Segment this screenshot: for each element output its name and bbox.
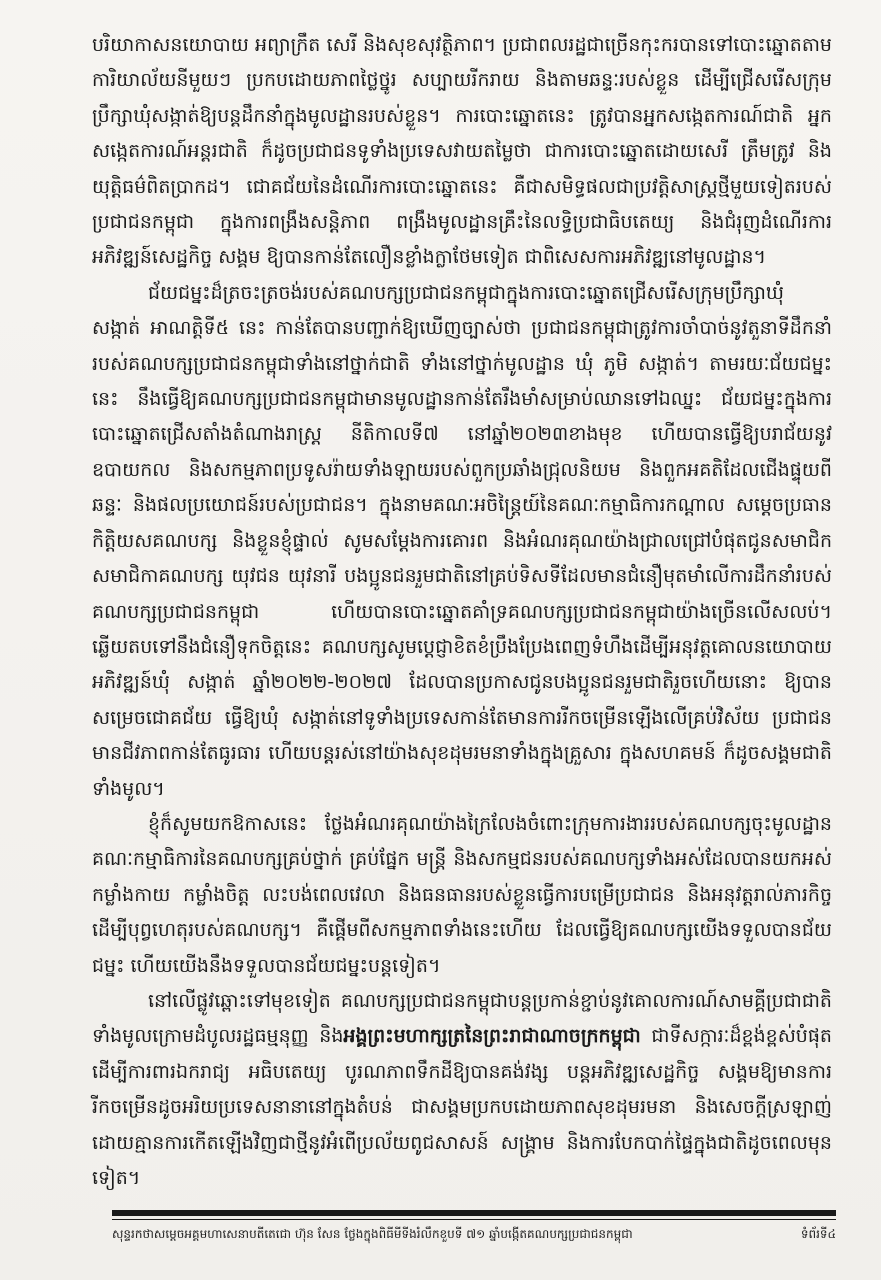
paragraph-3: ខ្ញុំក៏សូមយកឱកាសនេះ ថ្លែងអំណរគុណយ៉ាងក្រៃលែងចំពោះក្រុមការងាររបស់គណបក្សចុះមូលដ្ឋាន គណៈកម្មាធិការនៃគណបក្សគ្រប់ថ្នាក់ គ្រប់ផ្នែក មន្ត្រី និងសកម្មជនរបស់គណបក្សទាំងអស់ដែលបានយកអស់កម្លាំងកាយ កម្លាំងចិត្ត លះបង់ពេលវេលា និងធនធានរបស់ខ្លួនធ្វើការបម្រើប្រជាជន និងអនុវត្តរាល់ភារកិច្ចដើម្បីបុព្វហេតុរបស់គណបក្ស។ គឺផ្តើមពីសកម្មភាពទាំងនេះហើយ ដែលធ្វើឱ្យគណបក្សយើងទទួលបានជ័យជម្នះ ហើយយើងនឹងទទួលបានជ័យជម្នះបន្តទៀត។	[92, 812, 832, 977]
footer-rule-thick	[112, 1210, 836, 1216]
footer-rule-thin	[112, 1219, 836, 1220]
paragraph-4-emphasis: អង្គព្រះមហាក្សត្រនៃព្រះរាជាណាចក្រកម្ពុជា	[343, 1025, 641, 1048]
paragraph-1: បរិយាកាសនយោបាយ អព្យាក្រឹត សេរី និងសុខសុវត្ថិភាព។ ប្រជាពលរដ្ឋជាច្រើនកុះករបានទៅបោះឆ្នោតតាមការិយាល័យនីមួយៗ ប្រកបដោយភាពថ្លៃថ្នូរ សប្បាយរីករាយ និងតាមឆន្ទៈរបស់ខ្លួន ដើម្បីជ្រើសរើសក្រុមប្រឹក្សាឃុំសង្កាត់ឱ្យបន្តដឹកនាំក្នុងមូលដ្ឋានរបស់ខ្លួន។ ការបោះឆ្នោតនេះ ត្រូវបានអ្នកសង្កេតការណ៍ជាតិ អ្នកសង្កេតការណ៍អន្តរជាតិ ក៏ដូចប្រជាជនទូទាំងប្រទេសវាយតម្លៃថា ជាការបោះឆ្នោតដោយសេរី ត្រឹមត្រូវ និងយុត្តិធម៌ពិតប្រាកដ។ ជោគជ័យនៃដំណើរការបោះឆ្នោតនេះ គឺជាសមិទ្ធផលជាប្រវត្តិសាស្ត្រថ្មីមួយទៀតរបស់ប្រជាជនកម្ពុជា ក្នុងការពង្រឹងសន្តិភាព ពង្រឹងមូលដ្ឋានគ្រឹះនៃលទ្ធិប្រជាធិបតេយ្យ និងជំរុញដំណើរការអភិវឌ្ឍន៍សេដ្ឋកិច្ច សង្គម ឱ្យបានកាន់តែលឿនខ្លាំងក្លាថែមទៀត ជាពិសេសការអភិវឌ្ឍនៅមូលដ្ឋាន។	[92, 34, 832, 269]
footer-row	[112, 1226, 836, 1244]
footer-caption: សុន្ទរកថាសម្តេចអគ្គមហាសេនាបតីតេជោ ហ៊ុន សែន ថ្លែងក្នុងពិធីមីទីងរំលឹកខួបទី ៧១ ឆ្នាំបង្កើតគណបក្សប្រជាជនកម្ពុជា	[112, 1227, 633, 1241]
document-body	[92, 28, 832, 1196]
page-number: ទំព័រទី៤	[800, 1227, 836, 1241]
paragraph-2: ជ័យជម្នះដ៏ត្រចះត្រចង់របស់គណបក្សប្រជាជនកម្ពុជាក្នុងការបោះឆ្នោតជ្រើសរើសក្រុមប្រឹក្សាឃុំ សង្កាត់ អាណត្តិទី៥ នេះ កាន់តែបានបញ្ជាក់ឱ្យឃើញច្បាស់ថា ប្រជាជនកម្ពុជាត្រូវការចាំបាច់នូវតួនាទីដឹកនាំរបស់គណបក្សប្រជាជនកម្ពុជាទាំងនៅថ្នាក់ជាតិ ទាំងនៅថ្នាក់មូលដ្ឋាន ឃុំ ភូមិ សង្កាត់។ តាមរយៈជ័យជម្នះនេះ នឹងធ្វើឱ្យគណបក្សប្រជាជនកម្ពុជាមានមូលដ្ឋានកាន់តែរឹងមាំសម្រាប់ឈានទៅឯឈ្នះ ជ័យជម្នះក្នុងការបោះឆ្នោតជ្រើសតាំងតំណាងរាស្ត្រ នីតិកាលទី៧ នៅឆ្នាំ២០២៣ខាងមុខ ហើយបានធ្វើឱ្យបរាជ័យនូវឧបាយកល និងសកម្មភាពប្រទូសរ៉ាយទាំងឡាយរបស់ពួកប្រឆាំងជ្រុលនិយម និងពួកអគតិដែលជើងផ្ទុយពីឆន្ទៈ និងផលប្រយោជន៍របស់ប្រជាជន។ ក្នុងនាមគណៈអចិន្ត្រៃយ៍នៃគណៈកម្មាធិការកណ្តាល សម្តេចប្រធានកិត្តិយសគណបក្ស និងខ្លួនខ្ញុំផ្ទាល់ សូមសម្តែងការគោរព និងអំណរគុណយ៉ាងជ្រាលជ្រៅបំផុតជូនសមាជិក សមាជិកាគណបក្ស យុវជន យុវនារី បងប្អូនជនរួមជាតិនៅគ្រប់ទិសទីដែលមានជំនឿមុតមាំលើការដឹកនាំរបស់គណបក្សប្រជាជនកម្ពុជា ហើយបានបោះឆ្នោតគាំទ្រគណបក្សប្រជាជនកម្ពុជាយ៉ាងច្រើនលើសលប់។ ឆ្លើយតបទៅនឹងជំនឿទុកចិត្តនេះ គណបក្សសូមប្តេជ្ញាខិតខំប្រឹងប្រែងពេញទំហឹងដើម្បីអនុវត្តគោលនយោបាយអភិវឌ្ឍន៍ឃុំ សង្កាត់ ឆ្នាំ២០២២-២០២៧ ដែលបានប្រកាសជូនបងប្អូនជនរួមជាតិរួចហើយនោះ ឱ្យបានសម្រេចជោគជ័យ ធ្វើឱ្យឃុំ សង្កាត់នៅទូទាំងប្រទេសកាន់តែមានការរីកចម្រើនឡើងលើគ្រប់វិស័យ ប្រជាជនមានជីវភាពកាន់តែធូរធារ ហើយបន្តរស់នៅយ៉ាងសុខដុមរមនាទាំងក្នុងគ្រួសារ ក្នុងសហគមន៍ ក៏ដូចសង្គមជាតិទាំងមូល។	[92, 281, 832, 800]
page-footer	[112, 1210, 836, 1244]
paragraph-4-lead: នៅលើផ្លូវឆ្ពោះទៅមុខទៀត គណបក្សប្រជាជនកម្ពុជាបន្តប្រកាន់ខ្ជាប់នូវគោលការណ៍សាមគ្គីប្រជាជាតិទាំងមូលក្រោមដំបូលរដ្ឋធម្មនុញ្ញ និង	[92, 989, 832, 1048]
paragraph-4-tail: ជាទីសក្ការៈដ៏ខ្ពង់ខ្ពស់បំផុតដើម្បីការពារឯករាជ្យ អធិបតេយ្យ បូរណភាពទឹកដីឱ្យបានគង់វង្ស បន្តអភិវឌ្ឍសេដ្ឋកិច្ច សង្គមឱ្យមានការរីកចម្រើនដូចអរិយប្រទេសនានានៅក្នុងតំបន់ ជាសង្គមប្រកបដោយភាពសុខដុមរមនា និងសេចក្តីស្រឡាញ់ ដោយគ្មានការកើតឡើងវិញជាថ្មីនូវអំពើប្រល័យពូជសាសន៍ សង្គ្រាម និងការបែកបាក់ផ្ទៃក្នុងជាតិដូចពេលមុនទៀត។	[92, 1025, 832, 1189]
paragraph-4	[92, 984, 832, 1196]
